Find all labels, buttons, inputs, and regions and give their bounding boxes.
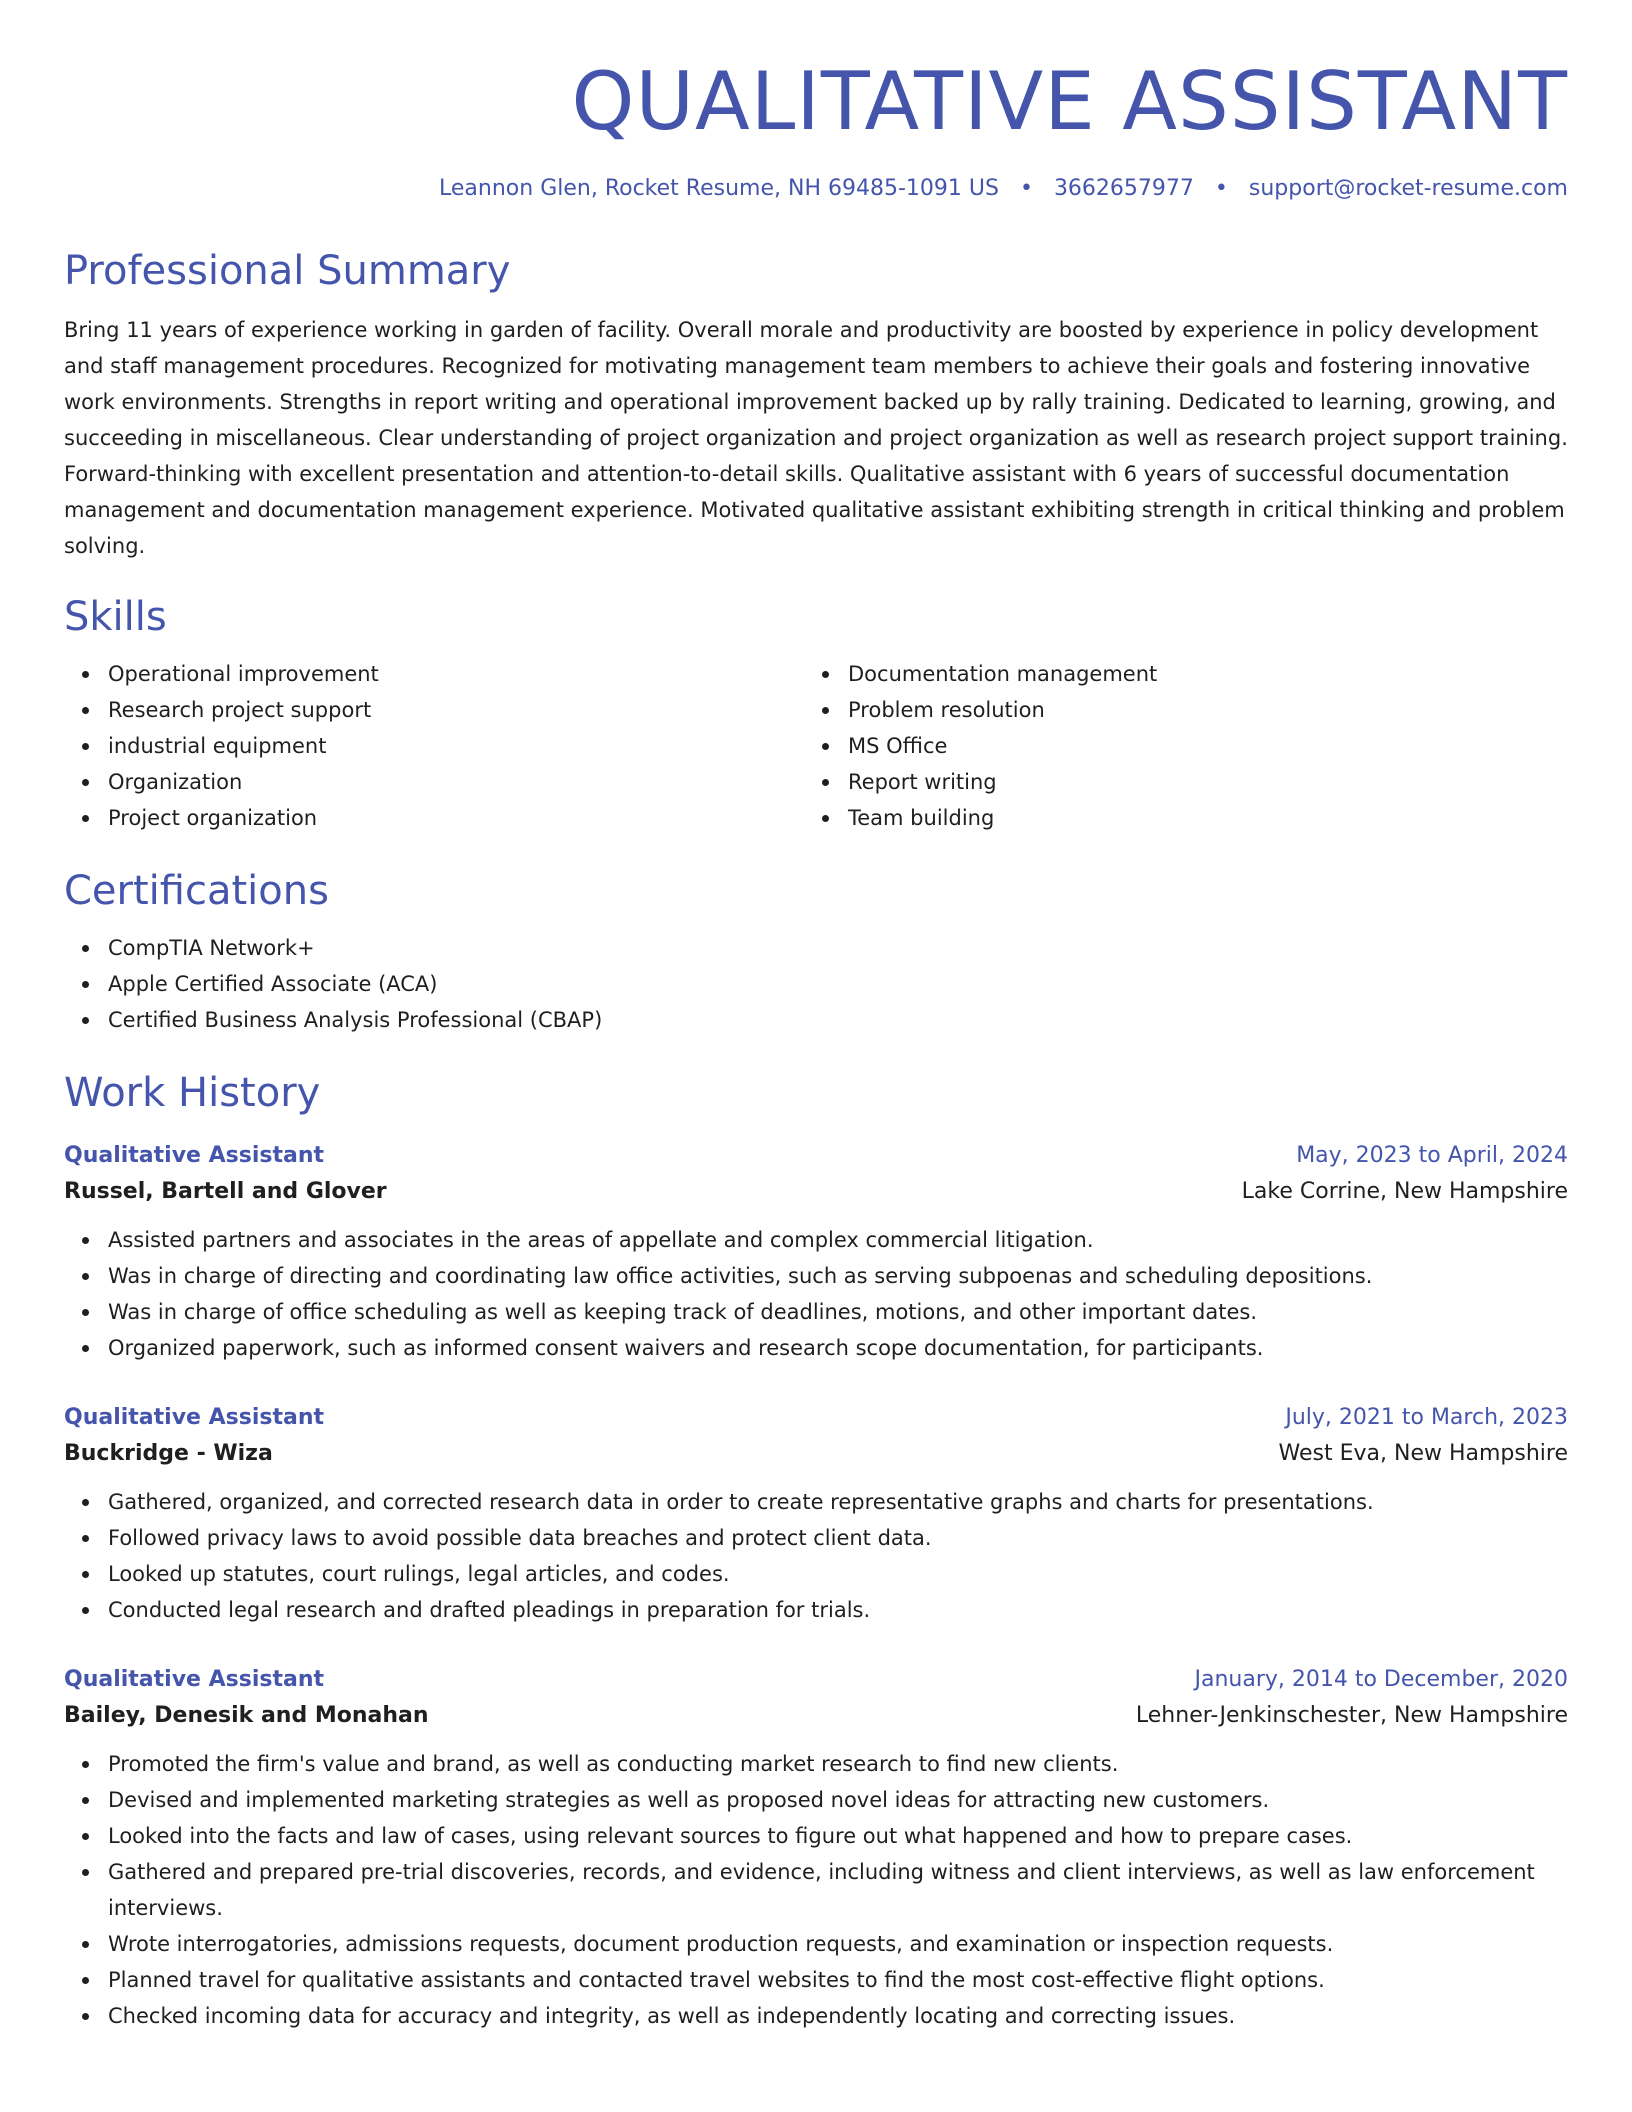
job-company: Russel, Bartell and Glover xyxy=(64,1179,387,1204)
job-duty-item: Looked into the facts and law of cases, using relevant sources to figure out what happened and how to prepare cases. xyxy=(108,1818,1568,1854)
job-title: Qualitative Assistant xyxy=(64,1405,325,1430)
skills-grid xyxy=(64,656,1568,836)
job-company-row xyxy=(64,1696,1568,1736)
summary-text: Bring 11 years of experience working in garden of facility. Overall morale and productivity are boosted by experience in policy development and staff management procedures. Recognized for motivating management team members to achieve their goals and fostering innovative work environments. Strengths in report writing and operational improvement backed up by rally training. Dedicated to learning, growing, and succeeding in miscellaneous. Clear understanding of project organization and project organization as well as research project support training. Forward-thinking with excellent presentation and attention-to-detail skills. Qualitative assistant with 6 years of successful documentation management and documentation management experience. Motivated qualitative assistant exhibiting strength in critical thinking and problem solving. xyxy=(64,318,1568,558)
job-duty-item: Conducted legal research and drafted pleadings in preparation for trials. xyxy=(108,1592,1568,1628)
certification-item: Certified Business Analysis Professional (CBAP) xyxy=(108,1002,1568,1038)
work-history-heading: Work History xyxy=(64,1070,321,1116)
skill-item: industrial equipment xyxy=(108,728,804,764)
certification-item: Apple Certified Associate (ACA) xyxy=(108,966,1568,1002)
job-duty-item: Followed privacy laws to avoid possible data breaches and protect client data. xyxy=(108,1520,1568,1556)
job-duty-item: Planned travel for qualitative assistants and contacted travel websites to find the most cost-effective flight options. xyxy=(108,1962,1568,1998)
contact-address: Leannon Glen, Rocket Resume, NH 69485-1091 US xyxy=(439,176,999,201)
job-company: Buckridge - Wiza xyxy=(64,1441,273,1466)
job-duty-item: Wrote interrogatories, admissions requests, document production requests, and examination or inspection requests. xyxy=(108,1926,1568,1962)
skill-item: Research project support xyxy=(108,692,804,728)
job-company: Bailey, Denesik and Monahan xyxy=(64,1703,429,1728)
contact-separator: • xyxy=(1214,176,1228,201)
job-duties-list xyxy=(64,1222,1568,1366)
job-duty-item: Promoted the firm's value and brand, as well as conducting market research to find new clients. xyxy=(108,1746,1568,1782)
skills-list-left xyxy=(64,656,804,836)
job-entry xyxy=(64,1664,1568,2034)
skill-item: Documentation management xyxy=(848,656,1544,692)
contact-line xyxy=(64,174,1568,204)
skill-item: Project organization xyxy=(108,800,804,836)
job-duty-item: Looked up statutes, court rulings, legal articles, and codes. xyxy=(108,1556,1568,1592)
candidate-name: QUALITATIVE ASSISTANT xyxy=(571,55,1568,148)
skill-item: Team building xyxy=(848,800,1544,836)
job-title: Qualitative Assistant xyxy=(64,1667,325,1692)
job-duties-list xyxy=(64,1746,1568,2034)
skill-item: Operational improvement xyxy=(108,656,804,692)
summary-heading: Professional Summary xyxy=(64,248,511,294)
job-title-row xyxy=(64,1402,1568,1434)
skill-item: MS Office xyxy=(848,728,1544,764)
resume-header xyxy=(64,52,1568,204)
job-company-row xyxy=(64,1172,1568,1212)
job-duty-item: Devised and implemented marketing strategies as well as proposed novel ideas for attracting new customers. xyxy=(108,1782,1568,1818)
job-title: Qualitative Assistant xyxy=(64,1143,325,1168)
contact-phone: 3662657977 xyxy=(1053,176,1194,201)
job-duties-list xyxy=(64,1484,1568,1628)
job-duty-item: Gathered and prepared pre-trial discoveries, records, and evidence, including witness and client interviews, as well as law enforcement interviews. xyxy=(108,1854,1568,1926)
job-dates: July, 2021 to March, 2023 xyxy=(1285,1405,1568,1430)
job-location: Lehner-Jenkinschester, New Hampshire xyxy=(1135,1703,1568,1728)
contact-separator: • xyxy=(1019,176,1033,201)
skill-item: Problem resolution xyxy=(848,692,1544,728)
certifications-list xyxy=(64,930,1568,1038)
skills-column-left xyxy=(64,656,804,836)
job-duty-item: Was in charge of directing and coordinating law office activities, such as serving subpoenas and scheduling depositions. xyxy=(108,1258,1568,1294)
job-dates: May, 2023 to April, 2024 xyxy=(1296,1143,1568,1168)
certifications-heading: Certifications xyxy=(64,868,329,914)
job-entry xyxy=(64,1402,1568,1628)
job-location: Lake Corrine, New Hampshire xyxy=(1241,1179,1568,1204)
job-title-row xyxy=(64,1140,1568,1172)
job-entry xyxy=(64,1140,1568,1366)
job-dates: January, 2014 to December, 2020 xyxy=(1194,1667,1568,1692)
skills-list-right xyxy=(804,656,1544,836)
skill-item: Report writing xyxy=(848,764,1544,800)
job-location: West Eva, New Hampshire xyxy=(1278,1441,1568,1466)
certification-item: CompTIA Network+ xyxy=(108,930,1568,966)
job-duty-item: Gathered, organized, and corrected research data in order to create representative graphs and charts for presentations. xyxy=(108,1484,1568,1520)
skill-item: Organization xyxy=(108,764,804,800)
job-duty-item: Organized paperwork, such as informed consent waivers and research scope documentation, for participants. xyxy=(108,1330,1568,1366)
job-duty-item: Was in charge of office scheduling as well as keeping track of deadlines, motions, and other important dates. xyxy=(108,1294,1568,1330)
job-title-row xyxy=(64,1664,1568,1696)
contact-email: support@rocket-resume.com xyxy=(1248,176,1568,201)
job-company-row xyxy=(64,1434,1568,1474)
job-duty-item: Checked incoming data for accuracy and integrity, as well as independently locating and correcting issues. xyxy=(108,1998,1568,2034)
job-duty-item: Assisted partners and associates in the areas of appellate and complex commercial litigation. xyxy=(108,1222,1568,1258)
skills-column-right xyxy=(804,656,1544,836)
skills-heading: Skills xyxy=(64,594,167,640)
